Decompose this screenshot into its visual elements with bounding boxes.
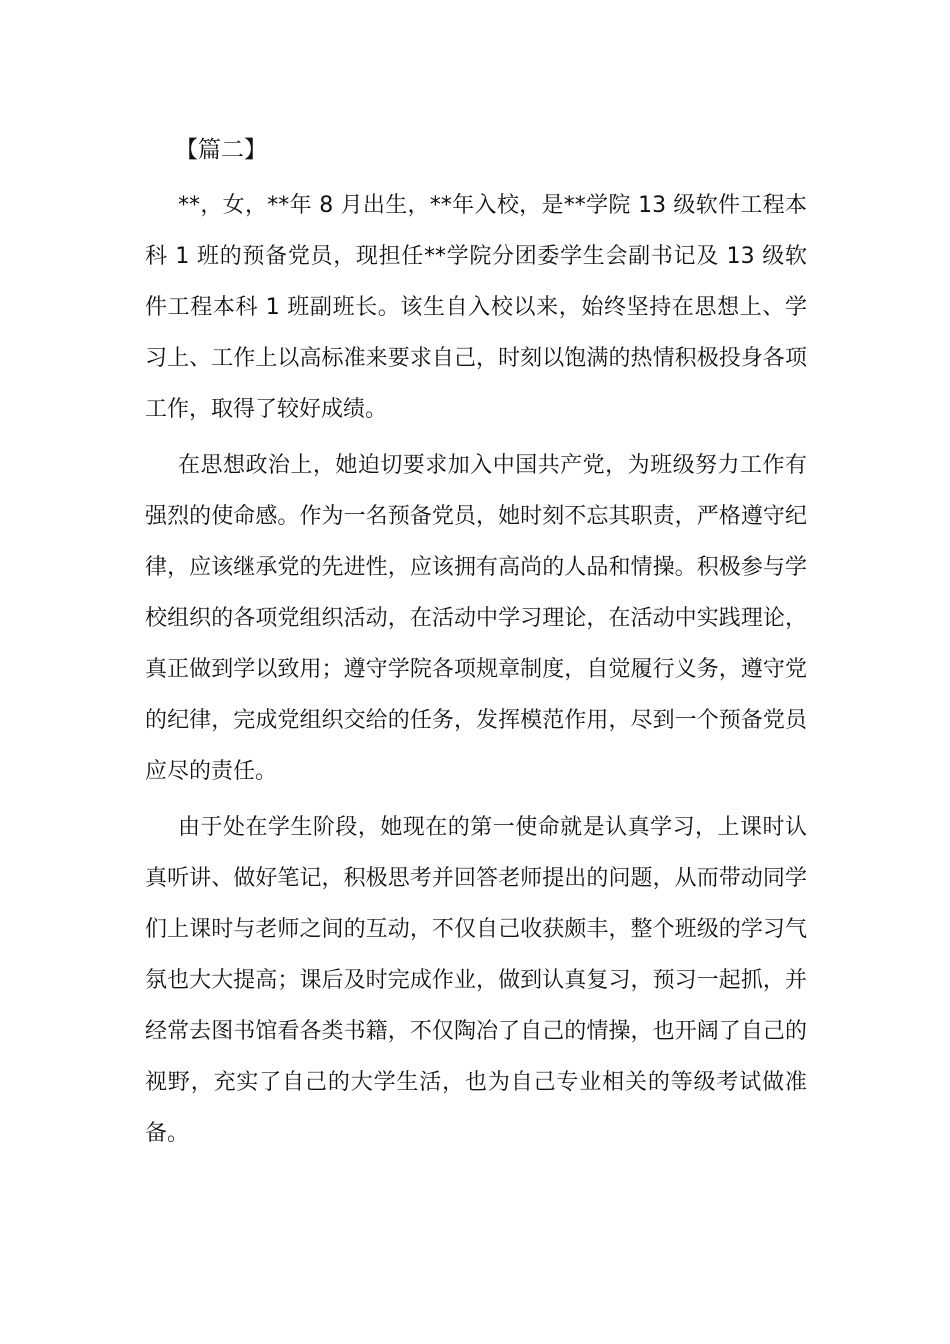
section-heading: 【篇二】 bbox=[175, 137, 267, 163]
document-body bbox=[145, 128, 807, 1164]
paragraph-study: 由于处在学生阶段，她现在的第一使命就是认真学习，上课时认真听讲、做好笔记，积极思考并回答老师提出的问题，从而带动同学们上课时与老师之间的互动，不仅自己收获颇丰，整个班级的学习气氛也大大提高；课后及时完成作业，做到认真复习，预习一起抓，并经常去图书馆看各类书籍，不仅陶冶了自己的情操，也开阔了自己的视野，充实了自己的大学生活，也为自己专业相关的等级考试做准备。 bbox=[145, 815, 807, 1146]
paragraph-politics: 在思想政治上，她迫切要求加入中国共产党，为班级努力工作有强烈的使命感。作为一名预备党员，她时刻不忘其职责，严格遵守纪律，应该继承党的先进性，应该拥有高尚的人品和情操。积极参与学校组织的各项党组织活动，在活动中学习理论，在活动中实践理论，真正做到学以致用；遵守学院各项规章制度，自觉履行义务，遵守党的纪律，完成党组织交给的任务，发挥模范作用，尽到一个预备党员应尽的责任。 bbox=[145, 453, 807, 784]
paragraph-intro: **，女，**年 8 月出生，**年入校，是**学院 13 级软件工程本科 1 班的预备党员，现担任**学院分团委学生会副书记及 13 级软件工程本科 1 班副班长。该生自入校以来，始终坚持在思想上、学习上、工作上以高标准来要求自己，时刻以饱满的热情积极投身各项工作，取得了较好成绩。 bbox=[145, 193, 807, 422]
